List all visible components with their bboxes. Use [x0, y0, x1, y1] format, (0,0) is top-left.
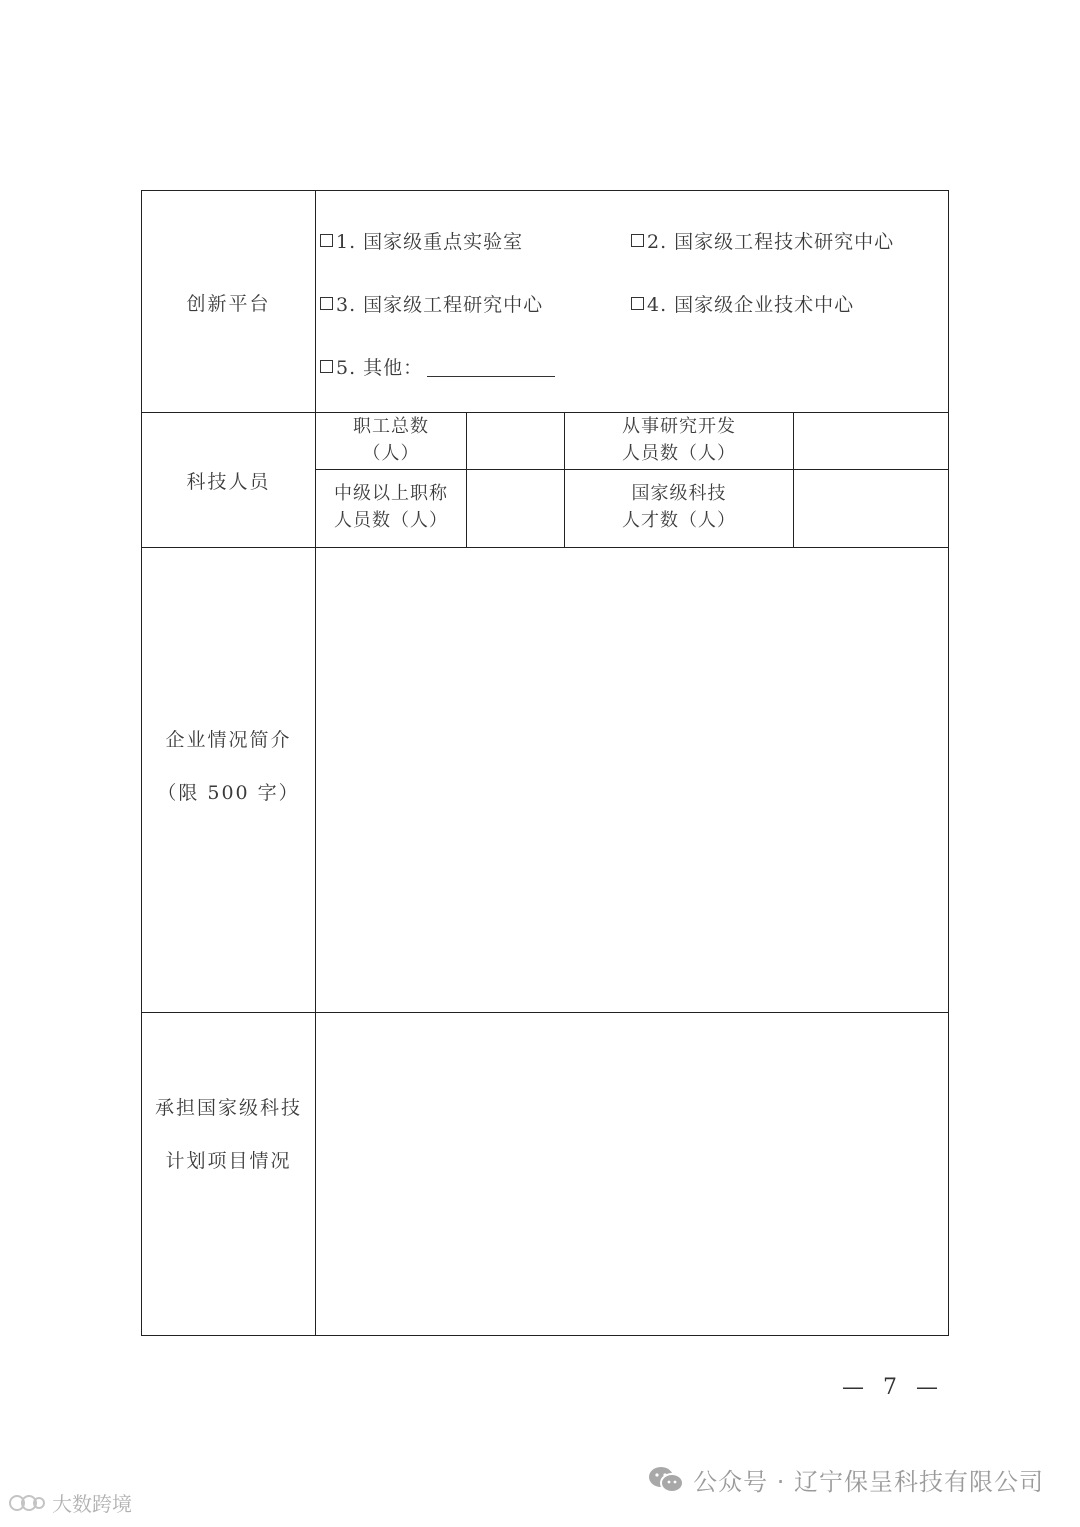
checkbox-icon[interactable] — [320, 297, 333, 310]
cell-national-talent: 国家级科技 人才数（人） — [622, 483, 736, 531]
cell-rd-staff: 从事研究开发 人员数（人） — [622, 416, 736, 464]
cell-total-staff: 职工总数 （人） — [353, 416, 429, 464]
other-fill-line[interactable] — [427, 357, 555, 377]
checkbox-icon[interactable] — [631, 297, 644, 310]
innovation-platform-label: 创新平台 — [186, 293, 271, 315]
option-national-eng-tech-center[interactable]: 2. 国家级工程技术研究中心 — [631, 227, 894, 254]
wechat-icon — [647, 1464, 685, 1496]
input-rd-staff[interactable] — [794, 413, 948, 469]
staff-label: 科技人员 — [186, 471, 271, 493]
logo-icon — [8, 1492, 46, 1514]
watermark-right: 公众号 · 辽宁保呈科技有限公司 — [647, 1462, 1044, 1497]
input-mid-title-staff[interactable] — [467, 470, 564, 547]
national-projects-input[interactable] — [316, 1013, 948, 1335]
company-profile-input[interactable] — [316, 548, 948, 1012]
option-national-eng-research-center[interactable]: 3. 国家级工程研究中心 — [320, 290, 543, 317]
option-national-enterprise-tech-center[interactable]: 4. 国家级企业技术中心 — [631, 290, 854, 317]
company-profile-label: 企业情况简介 （限 500 字） — [157, 729, 300, 804]
input-national-talent[interactable] — [794, 470, 948, 547]
checkbox-icon[interactable] — [631, 234, 644, 247]
cell-mid-title-staff: 中级以上职称 人员数（人） — [334, 483, 448, 531]
page-number: — 7 — — [842, 1375, 944, 1400]
checkbox-icon[interactable] — [320, 234, 333, 247]
option-other[interactable]: 5. 其他： — [320, 353, 555, 380]
national-projects-label: 承担国家级科技 计划项目情况 — [154, 1097, 302, 1172]
option-national-key-lab[interactable]: 1. 国家级重点实验室 — [320, 227, 523, 254]
checkbox-icon[interactable] — [320, 360, 333, 373]
input-total-staff[interactable] — [467, 413, 564, 469]
watermark-left: 大数跨境 — [8, 1488, 132, 1517]
application-form-table — [141, 190, 949, 1336]
